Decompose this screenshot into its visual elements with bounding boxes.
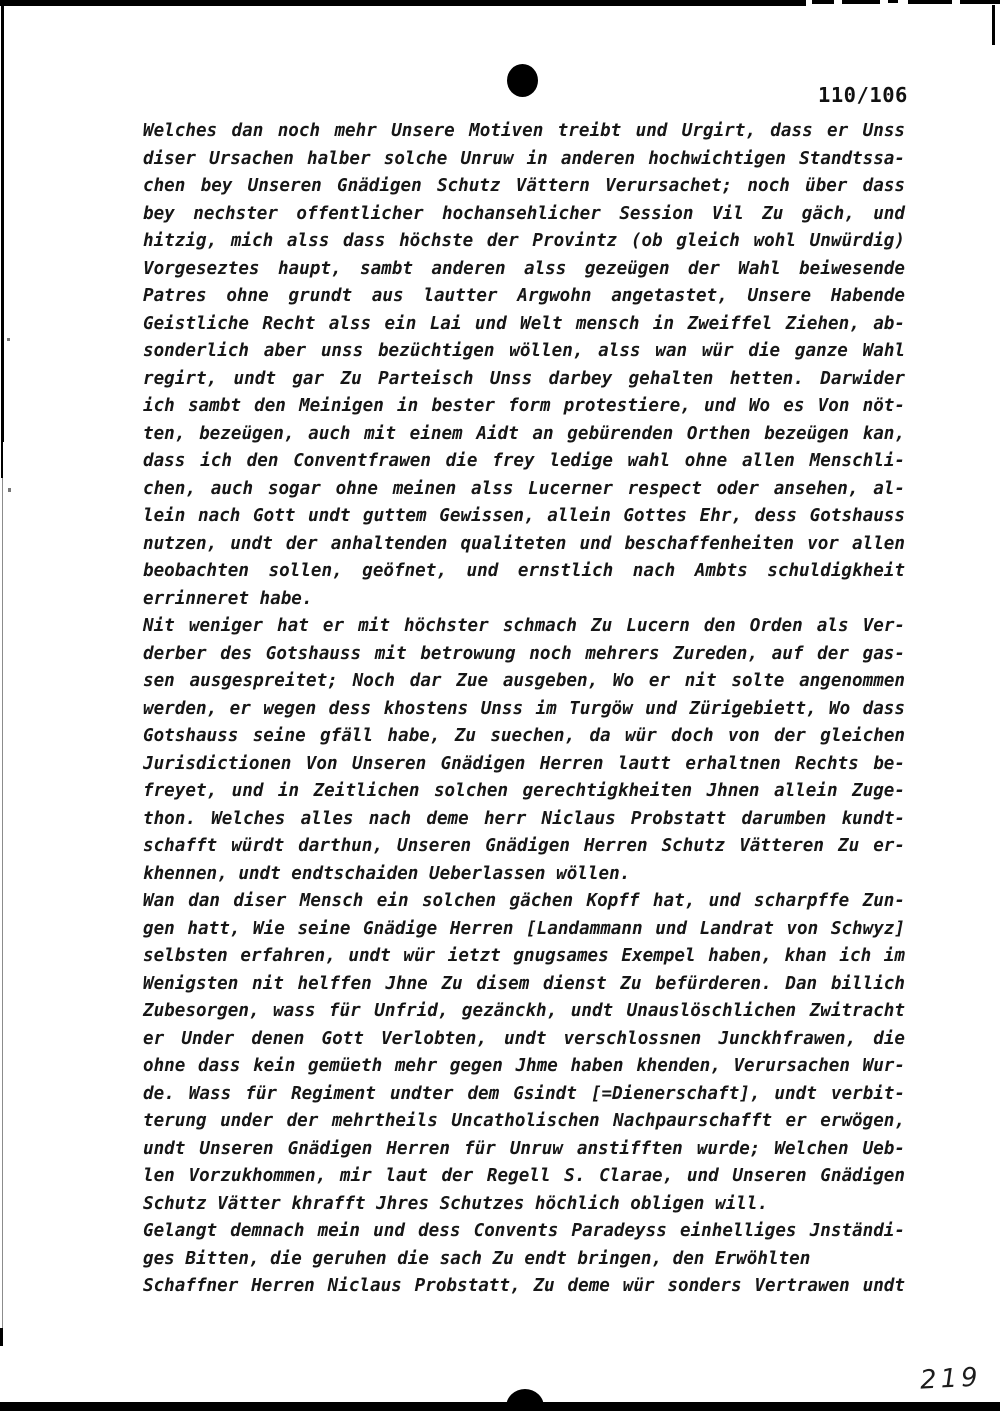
text-line: de. Wass für Regiment undter dem Gsindt [=Dienerschaft], undt verbit- (143, 1083, 905, 1104)
text-line: Gotshauss seine gfäll habe, Zu suechen, da wür doch von der gleichen (143, 726, 905, 746)
scan-edge-top-dash (812, 0, 834, 4)
scan-dot-top (507, 64, 538, 97)
scan-edge-left (0, 1328, 3, 1346)
text-line: chen, auch sogar ohne meinen alss Lucerner respect oder ansehen, al- (143, 478, 905, 499)
page-number: 110/106 (818, 83, 908, 107)
scan-edge-bottom (0, 1402, 1000, 1411)
text-line: Geistliche Recht alss ein Lai und Welt mensch in Zweiffel Ziehen, ab- (143, 313, 905, 334)
handwritten-page-number: 219 (919, 1362, 983, 1396)
text-line: chen bey Unseren Gnädigen Schutz Vättern Verursachet; noch über dass (143, 176, 905, 196)
text-line: Zubesorgen, wass für Unfrid, gezänckh, undt Unauslöschlichen Zwitracht (143, 1001, 905, 1021)
scan-edge-left (1, 0, 4, 442)
scan-edge-top (0, 0, 806, 6)
text-line: Welches dan noch mehr Unsere Motiven treibt und Urgirt, dass er Unss (143, 121, 905, 141)
text-line: werden, er wegen dess khostens Unss im Turgöw und Zürigebiett, Wo dass (143, 698, 905, 719)
text-line: diser Ursachen halber solche Unruw in anderen hochwichtigen Standtssa- (143, 148, 905, 169)
text-line: hitzig, mich alss dass höchste der Provintz (ob gleich wohl Unwürdig) (143, 231, 905, 251)
text-line: Patres ohne grundt aus lautter Argwohn angetastet, Unsere Habende (143, 286, 905, 306)
scan-edge-top-dash (960, 0, 1000, 4)
text-line: khennen, undt endtschaiden Ueberlassen wöllen. (143, 863, 631, 884)
text-line: len Vorzukhommen, mir laut der Regell S. Clarae, und Unseren Gnädigen (143, 1166, 905, 1186)
scan-edge-left (1, 442, 3, 478)
text-line: selbsten erfahren, undt wür ietzt gnugsames Exempel haben, khan ich im (143, 946, 905, 966)
text-line: ten, bezeügen, auch mit einem Aidt an gebürenden Orthen bezeügen kan, (143, 423, 905, 444)
text-line: sen ausgespreitet; Noch dar Zue ausgeben, Wo er nit solte angenommen (143, 671, 905, 691)
text-line: regirt, undt gar Zu Parteisch Unss darbey gehalten hetten. Darwider (143, 368, 905, 389)
text-line: nutzen, undt der anhaltenden qualiteten und beschaffenheiten vor allen (143, 533, 905, 554)
text-line: derber des Gotshauss mit betrowung noch mehrers Zureden, auf der gas- (143, 643, 905, 664)
scan-edge-left (2, 478, 3, 1346)
text-line: er Under denen Gott Verlobten, undt verschlossnen Junckhfrawen, die (143, 1028, 905, 1049)
text-line: beobachten sollen, geöfnet, und ernstlich nach Ambts schuldigkheit (143, 561, 905, 581)
text-line: Wenigsten nit helffen Jhne Zu disem dienst Zu befürderen. Dan billich (143, 973, 905, 994)
text-line: gen hatt, Wie seine Gnädige Herren [Landammann und Landrat von Schwyz] (143, 918, 905, 939)
text-line: terung under der mehrtheils Uncatholischen Nachpaurschafft er erwögen, (143, 1111, 905, 1131)
text-line: Jurisdictionen Von Unseren Gnädigen Herren lautt erhaltnen Rechts be- (143, 753, 905, 774)
text-line: errinneret habe. (143, 588, 313, 609)
text-line: Schutz Vätter khrafft Jhres Schutzes höchlich obligen will. (143, 1193, 768, 1214)
text-line: thon. Welches alles nach deme herr Niclaus Probstatt darumben kundt- (143, 808, 905, 829)
scan-speck (7, 338, 10, 341)
scan-edge-top-dash (842, 0, 880, 4)
text-line: schafft würdt darthun, Unseren Gnädigen Herren Schutz Vätteren Zu er- (143, 836, 905, 856)
scan-edge-top-dash (888, 0, 898, 3)
text-line: bey nechster offentlicher hochansehlicher Session Vil Zu gäch, und (143, 203, 905, 224)
text-line: lein nach Gott undt guttem Gewissen, allein Gottes Ehr, dess Gotshauss (143, 506, 905, 526)
text-line: Schaffner Herren Niclaus Probstatt, Zu deme wür sonders Vertrawen undt (143, 1276, 905, 1296)
scan-edge-top-dash (908, 0, 952, 4)
text-line: ges Bitten, die geruhen die sach Zu endt bringen, den Erwöhlten (143, 1248, 811, 1269)
text-line: freyet, und in Zeitlichen solchen gerechtigkheiten Jhnen allein Zuge- (143, 781, 905, 801)
scan-dot-bottom (506, 1389, 544, 1411)
text-line: sonderlich aber unss bezüchtigen wöllen, alss wan wür die ganze Wahl (143, 341, 905, 361)
text-line: Gelangt demnach mein und dess Convents Paradeyss einhelliges Jnständi- (143, 1221, 905, 1241)
document-body (143, 118, 905, 1301)
scan-speck (8, 488, 11, 492)
text-line: Nit weniger hat er mit höchster schmach Zu Lucern den Orden als Ver- (143, 616, 905, 636)
text-line: ich sambt den Meinigen in bester form protestiere, und Wo es Von nöt- (143, 396, 905, 416)
text-line: ohne dass kein gemüeth mehr gegen Jhme haben khenden, Verursachen Wur- (143, 1056, 905, 1076)
text-line: Vorgeseztes haupt, sambt anderen alss gezeügen der Wahl beiwesende (143, 258, 905, 279)
scan-edge-right (992, 5, 995, 45)
text-line: undt Unseren Gnädigen Herren für Unruw anstifften wurde; Welchen Ueb- (143, 1138, 905, 1159)
text-line: dass ich den Conventfrawen die frey ledige wahl ohne allen Menschli- (143, 451, 905, 471)
text-line: Wan dan diser Mensch ein solchen gächen Kopff hat, und scharpffe Zun- (143, 891, 905, 911)
